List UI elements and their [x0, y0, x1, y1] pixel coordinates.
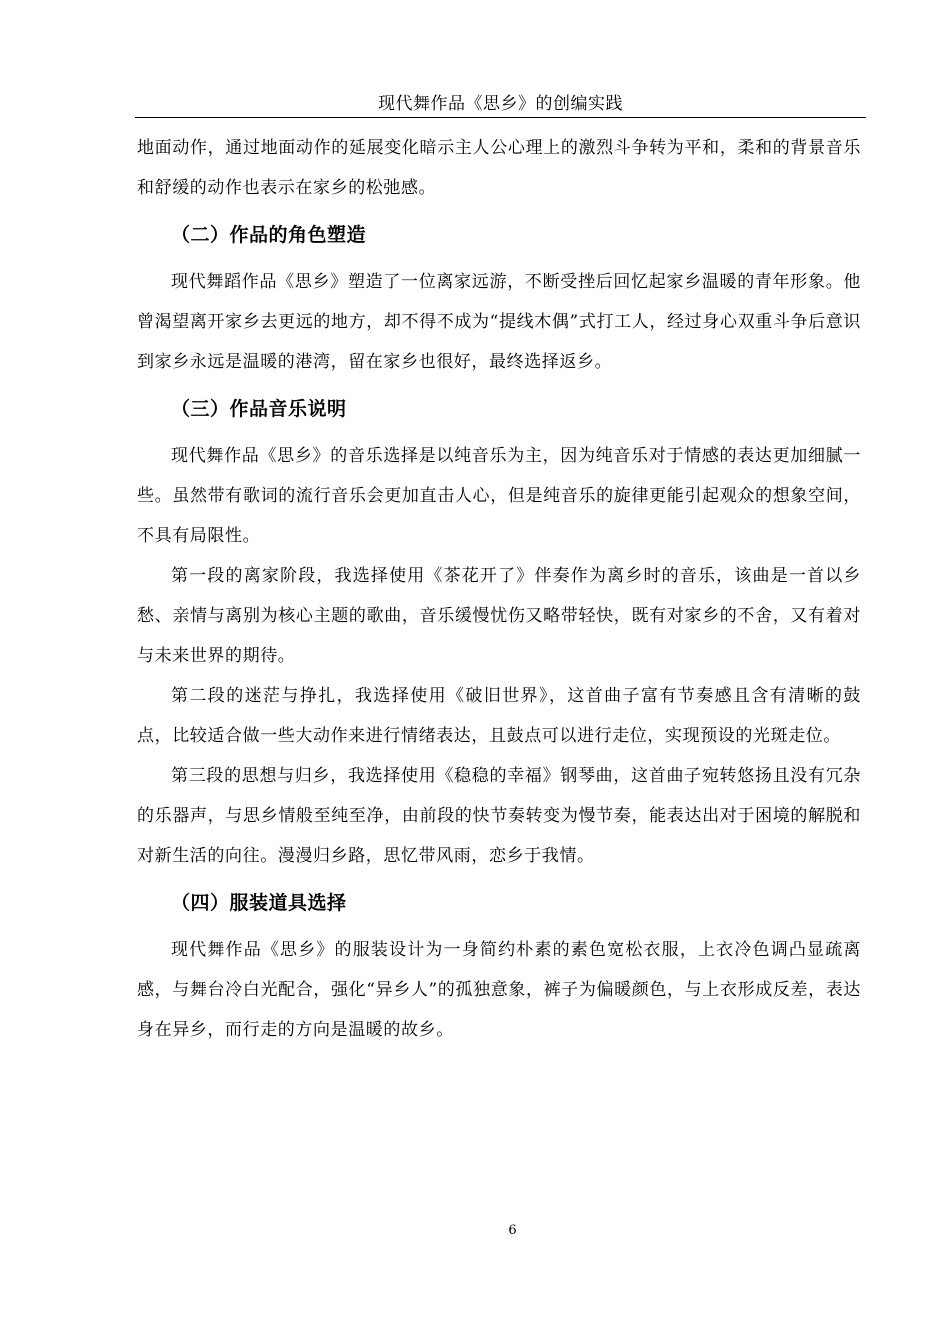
section-heading-costume: （四）服装道具选择 — [171, 892, 347, 914]
section-heading-role-shaping: （二）作品的角色塑造 — [171, 224, 367, 246]
paragraph-continuation: 地面动作，通过地面动作的延展变化暗示主人公心理上的激烈斗争转为平和，柔和的背景音乐和舒缓的动作也表示在家乡的松弛感。 — [137, 138, 861, 198]
paragraph-music-part-three: 第三段的思想与归乡，我选择使用《稳稳的幸福》钢琴曲，这首曲子宛转悠扬且没有冗杂的乐器声，与思乡情般至纯至净，由前段的快节奏转变为慢节奏，能表达出对于困境的解脱和对新生活的向往。漫漫归乡路，思忆带风雨，恋乡于我情。 — [137, 766, 861, 866]
paragraph-costume: 现代舞作品《思乡》的服装设计为一身简约朴素的素色宽松衣服，上衣冷色调凸显疏离感，与舞台冷白光配合，强化“异乡人”的孤独意象，裤子为偏暖颜色，与上衣形成反差，表达身在异乡，而行走的方向是温暖的故乡。 — [137, 940, 861, 1040]
document-body — [137, 128, 861, 1050]
paragraph-music-part-two: 第二段的迷茫与挣扎，我选择使用《破旧世界》，这首曲子富有节奏感且含有清晰的鼓点，比较适合做一些大动作来进行情绪表达，且鼓点可以进行走位，实现预设的光斑走位。 — [137, 686, 861, 746]
paragraph-music-intro: 现代舞作品《思乡》的音乐选择是以纯音乐为主，因为纯音乐对于情感的表达更加细腻一些。虽然带有歌词的流行音乐会更加直击人心，但是纯音乐的旋律更能引起观众的想象空间，不具有局限性。 — [137, 446, 861, 546]
section-heading-music: （三）作品音乐说明 — [171, 398, 347, 420]
running-header-title: 现代舞作品《思乡》的创编实践 — [378, 94, 623, 114]
paragraph-role-shaping: 现代舞蹈作品《思乡》塑造了一位离家远游，不断受挫后回忆起家乡温暖的青年形象。他曾渴望离开家乡去更远的地方，却不得不成为“提线木偶”式打工人，经过身心双重斗争后意识到家乡永远是温暖的港湾，留在家乡也很好，最终选择返乡。 — [137, 272, 861, 372]
header-rule — [135, 117, 866, 118]
page-number: 6 — [508, 1223, 517, 1238]
paragraph-music-part-one: 第一段的离家阶段，我选择使用《茶花开了》伴奏作为离乡时的音乐，该曲是一首以乡愁、亲情与离别为核心主题的歌曲，音乐缓慢忧伤又略带轻快，既有对家乡的不舍，又有着对与未来世界的期待。 — [137, 566, 861, 666]
